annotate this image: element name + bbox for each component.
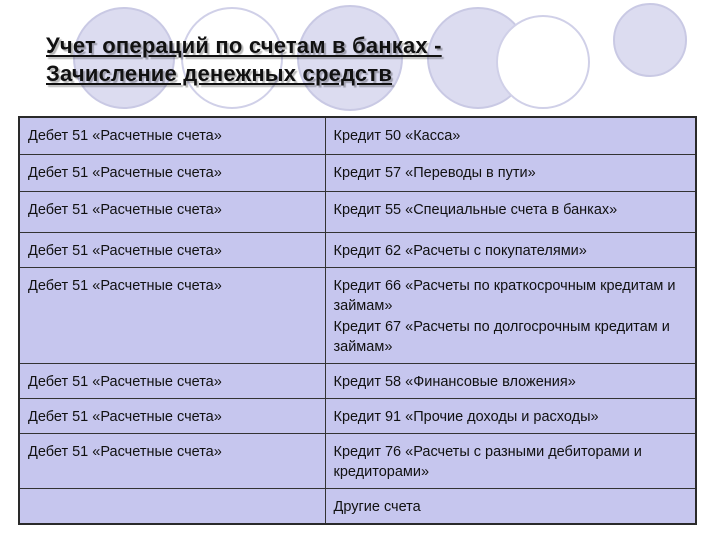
credit-cell (325, 488, 696, 524)
debit-cell: Дебет 51 «Расчетные счета» (19, 232, 325, 267)
table-row (19, 398, 696, 433)
credit-cell (325, 398, 696, 433)
credit-line: Кредит 50 «Касса» (333, 128, 461, 144)
debit-cell (19, 488, 325, 524)
credit-line: Кредит 91 «Прочие доходы и расходы» (333, 408, 599, 425)
table-row (19, 267, 696, 363)
credit-line: Кредит 62 «Расчеты с покупателями» (333, 242, 587, 259)
table-row (19, 117, 696, 154)
debit-cell: Дебет 51 «Расчетные счета» (19, 117, 325, 154)
credit-line: Кредит 67 «Расчеты по долгосрочным кредитам и займам» (333, 318, 670, 355)
debit-cell: Дебет 51 «Расчетные счета» (19, 267, 325, 363)
table-row (19, 433, 696, 488)
credit-line: Кредит 55 «Специальные счета в банках» (333, 201, 618, 218)
decor-circle-5 (497, 16, 589, 108)
credit-cell (325, 232, 696, 267)
credit-cell (325, 154, 696, 191)
credit-line: Кредит 76 «Расчеты с разными дебиторами и кредиторами» (333, 443, 642, 480)
credit-cell (325, 433, 696, 488)
credit-line: Кредит 57 «Переводы в пути» (333, 164, 536, 181)
table-row (19, 363, 696, 398)
debit-cell: Дебет 51 «Расчетные счета» (19, 363, 325, 398)
credit-cell (325, 117, 696, 154)
credit-cell (325, 267, 696, 363)
credit-line: Кредит 58 «Финансовые вложения» (333, 373, 576, 390)
table-row (19, 154, 696, 191)
credit-line: Другие счета (333, 498, 421, 515)
table-row (19, 191, 696, 232)
decor-circle-6 (614, 4, 686, 76)
debit-cell: Дебет 51 «Расчетные счета» (19, 398, 325, 433)
slide-title-line-2: Зачисление денежных средств (46, 61, 393, 86)
credit-cell (325, 363, 696, 398)
entries-table-body (19, 117, 696, 524)
debit-cell: Дебет 51 «Расчетные счета» (19, 191, 325, 232)
table-row (19, 488, 696, 524)
credit-cell (325, 191, 696, 232)
debit-cell: Дебет 51 «Расчетные счета» (19, 154, 325, 191)
slide-title (46, 32, 442, 88)
credit-line: Кредит 66 «Расчеты по краткосрочным кредитам и займам» (333, 277, 676, 314)
debit-cell: Дебет 51 «Расчетные счета» (19, 433, 325, 488)
entries-table (18, 116, 697, 525)
table-row (19, 232, 696, 267)
slide-title-line-1: Учет операций по счетам в банках - (46, 33, 442, 58)
